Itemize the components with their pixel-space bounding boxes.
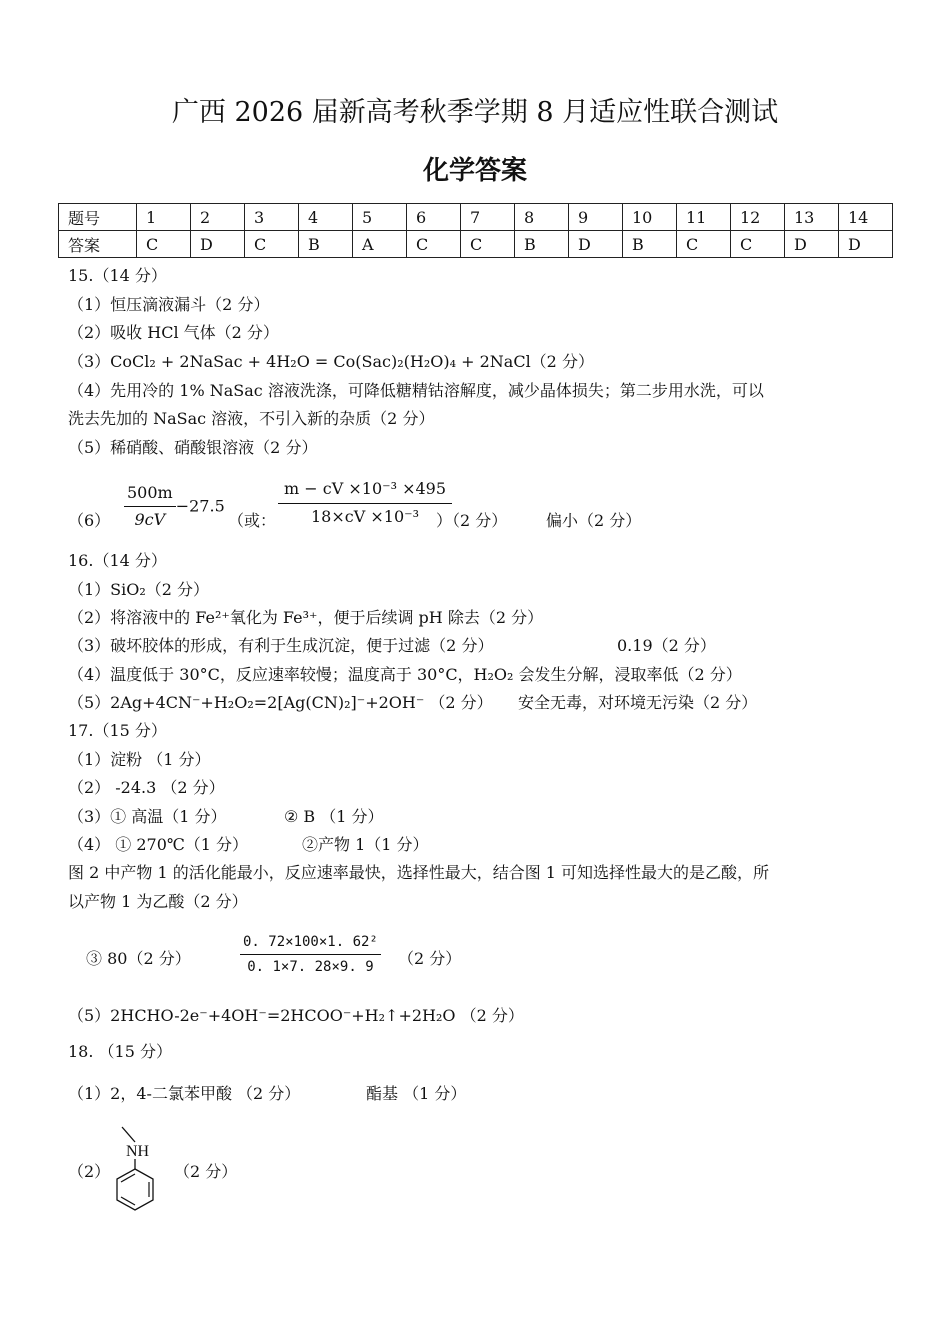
q17-heading: 17.（15 分） xyxy=(68,721,167,740)
q16-answer-3: （3）破坏胶体的形成，有利于生成沉淀，便于过滤（2 分） xyxy=(68,636,494,655)
table-row-label: 题号 xyxy=(59,204,137,231)
fraction xyxy=(240,932,381,977)
q17-answer-4: （4） ① 270℃（1 分） xyxy=(68,835,249,854)
q15-answer-5: （5）稀硝酸、硝酸银溶液（2 分） xyxy=(68,438,318,457)
q17-answer-4b: ②产物 1（1 分） xyxy=(302,835,429,854)
q18-answer-1b: 酯基 （1 分） xyxy=(366,1084,467,1103)
q15-answer-4-line1: （4）先用冷的 1% NaSac 溶液洗涤，可降低糖精钴溶解度，减少晶体损失；第二步用水洗，可以 xyxy=(68,381,764,400)
question-number: 2 xyxy=(191,204,245,231)
q17-answer-3b: ② B （1 分） xyxy=(284,807,384,826)
fraction-denominator: 18×cV ×10⁻³ xyxy=(311,507,419,526)
nh-label: NH xyxy=(126,1143,150,1160)
q17-explanation-line2: 以产物 1 为乙酸（2 分） xyxy=(68,892,248,911)
q18-heading: 18. （15 分） xyxy=(68,1042,172,1061)
question-number: 10 xyxy=(623,204,677,231)
question-number: 4 xyxy=(299,204,353,231)
question-number: 9 xyxy=(569,204,623,231)
q17-explanation-line1: 图 2 中产物 1 的活化能最小，反应速率最快，选择性最大，结合图 1 可知选择性最大的是乙酸，所 xyxy=(68,863,770,882)
q15-answer-6-extra: 偏小（2 分） xyxy=(546,511,642,530)
q16-answer-2: （2）将溶液中的 Fe²⁺氧化为 Fe³⁺，便于后续调 pH 除去（2 分） xyxy=(68,608,544,627)
question-number: 12 xyxy=(731,204,785,231)
answer-cell: C xyxy=(677,231,731,258)
q18-answer-2: （2） xyxy=(68,1162,111,1181)
answer-table-number-row xyxy=(59,204,893,231)
answer-cell: C xyxy=(137,231,191,258)
answer-cell: D xyxy=(839,231,893,258)
question-number: 5 xyxy=(353,204,407,231)
q15-or-label: （或： xyxy=(228,511,277,530)
fraction-numerator: m − cV ×10⁻³ ×495 xyxy=(278,478,452,504)
answer-table xyxy=(58,203,893,258)
q15-answer-4-line2: 洗去先加的 NaSac 溶液，不引入新的杂质（2 分） xyxy=(68,409,435,428)
answer-cell: B xyxy=(623,231,677,258)
question-number: 3 xyxy=(245,204,299,231)
q15-answer-1: （1）恒压滴液漏斗（2 分） xyxy=(68,295,270,314)
q17-formula-score: （2 分） xyxy=(398,949,462,968)
q16-heading: 16.（14 分） xyxy=(68,551,167,570)
q15-heading: 15.（14 分） xyxy=(68,266,167,285)
q15-answer-6-score: ）（2 分） xyxy=(436,511,508,530)
question-number: 8 xyxy=(515,204,569,231)
question-number: 11 xyxy=(677,204,731,231)
q17-answer-3: （3）① 高温（1 分） xyxy=(68,807,227,826)
fraction xyxy=(124,482,176,531)
q18-answer-1: （1）2，4-二氯苯甲酸 （2 分） xyxy=(68,1084,301,1103)
q16-answer-4: （4）温度低于 30°C，反应速率较慢；温度高于 30°C，H₂O₂ 会发生分解，浸取率低（2 分） xyxy=(68,665,742,684)
answer-cell: C xyxy=(731,231,785,258)
q15-formula-1 xyxy=(124,482,225,531)
answer-cell: C xyxy=(461,231,515,258)
q15-formula-2 xyxy=(278,478,452,528)
q16-answer-5: （5）2Ag+4CN⁻+H₂O₂=2[Ag(CN)₂]⁻+2OH⁻ （2 分） xyxy=(68,693,493,712)
page-subtitle: 化学答案 xyxy=(422,156,527,186)
q16-answer-1: （1）SiO₂（2 分） xyxy=(68,580,210,599)
question-number: 13 xyxy=(785,204,839,231)
n-methylaniline-structure-icon xyxy=(108,1122,174,1218)
page-title: 广西 2026 届新高考秋季学期 8 月适应性联合测试 xyxy=(171,97,779,128)
q15-answer-3: （3）CoCl₂ + 2NaSac + 4H₂O = Co(Sac)₂(H₂O)₄ + 2NaCl（2 分） xyxy=(68,352,594,371)
answer-cell: C xyxy=(407,231,461,258)
q15-answer-6-label: （6） xyxy=(68,511,111,530)
q16-answer-5b: 安全无毒，对环境无污染（2 分） xyxy=(518,693,758,712)
table-row-label: 答案 xyxy=(59,231,137,258)
q17-answer-5: （5）2HCHO-2e⁻+4OH⁻=2HCOO⁻+H₂↑+2H₂O （2 分） xyxy=(68,1006,524,1025)
q16-answer-3b: 0.19（2 分） xyxy=(617,636,716,655)
fraction xyxy=(278,478,452,528)
answer-table-answer-row xyxy=(59,231,893,258)
question-number: 6 xyxy=(407,204,461,231)
q17-answer-2: （2） -24.3 （2 分） xyxy=(68,778,225,797)
question-number: 1 xyxy=(137,204,191,231)
fraction-denominator: 0. 1×7. 28×9. 9 xyxy=(247,959,374,975)
question-number: 14 xyxy=(839,204,893,231)
formula-tail: −27.5 xyxy=(175,496,225,516)
answer-cell: B xyxy=(515,231,569,258)
q18-answer-2-score: （2 分） xyxy=(174,1162,238,1181)
q17-answer-4-3: ③ 80（2 分） xyxy=(86,949,191,968)
answer-cell: D xyxy=(569,231,623,258)
answer-cell: D xyxy=(191,231,245,258)
fraction-denominator: 9cV xyxy=(134,510,166,529)
fraction-numerator: 500m xyxy=(124,482,176,507)
fraction-numerator: 0. 72×100×1. 62² xyxy=(240,932,381,955)
question-number: 7 xyxy=(461,204,515,231)
answer-cell: B xyxy=(299,231,353,258)
answer-cell: A xyxy=(353,231,407,258)
q17-formula xyxy=(240,932,381,977)
answer-cell: C xyxy=(245,231,299,258)
q15-answer-2: （2）吸收 HCl 气体（2 分） xyxy=(68,323,279,342)
answer-cell: D xyxy=(785,231,839,258)
q17-answer-1: （1）淀粉 （1 分） xyxy=(68,750,211,769)
